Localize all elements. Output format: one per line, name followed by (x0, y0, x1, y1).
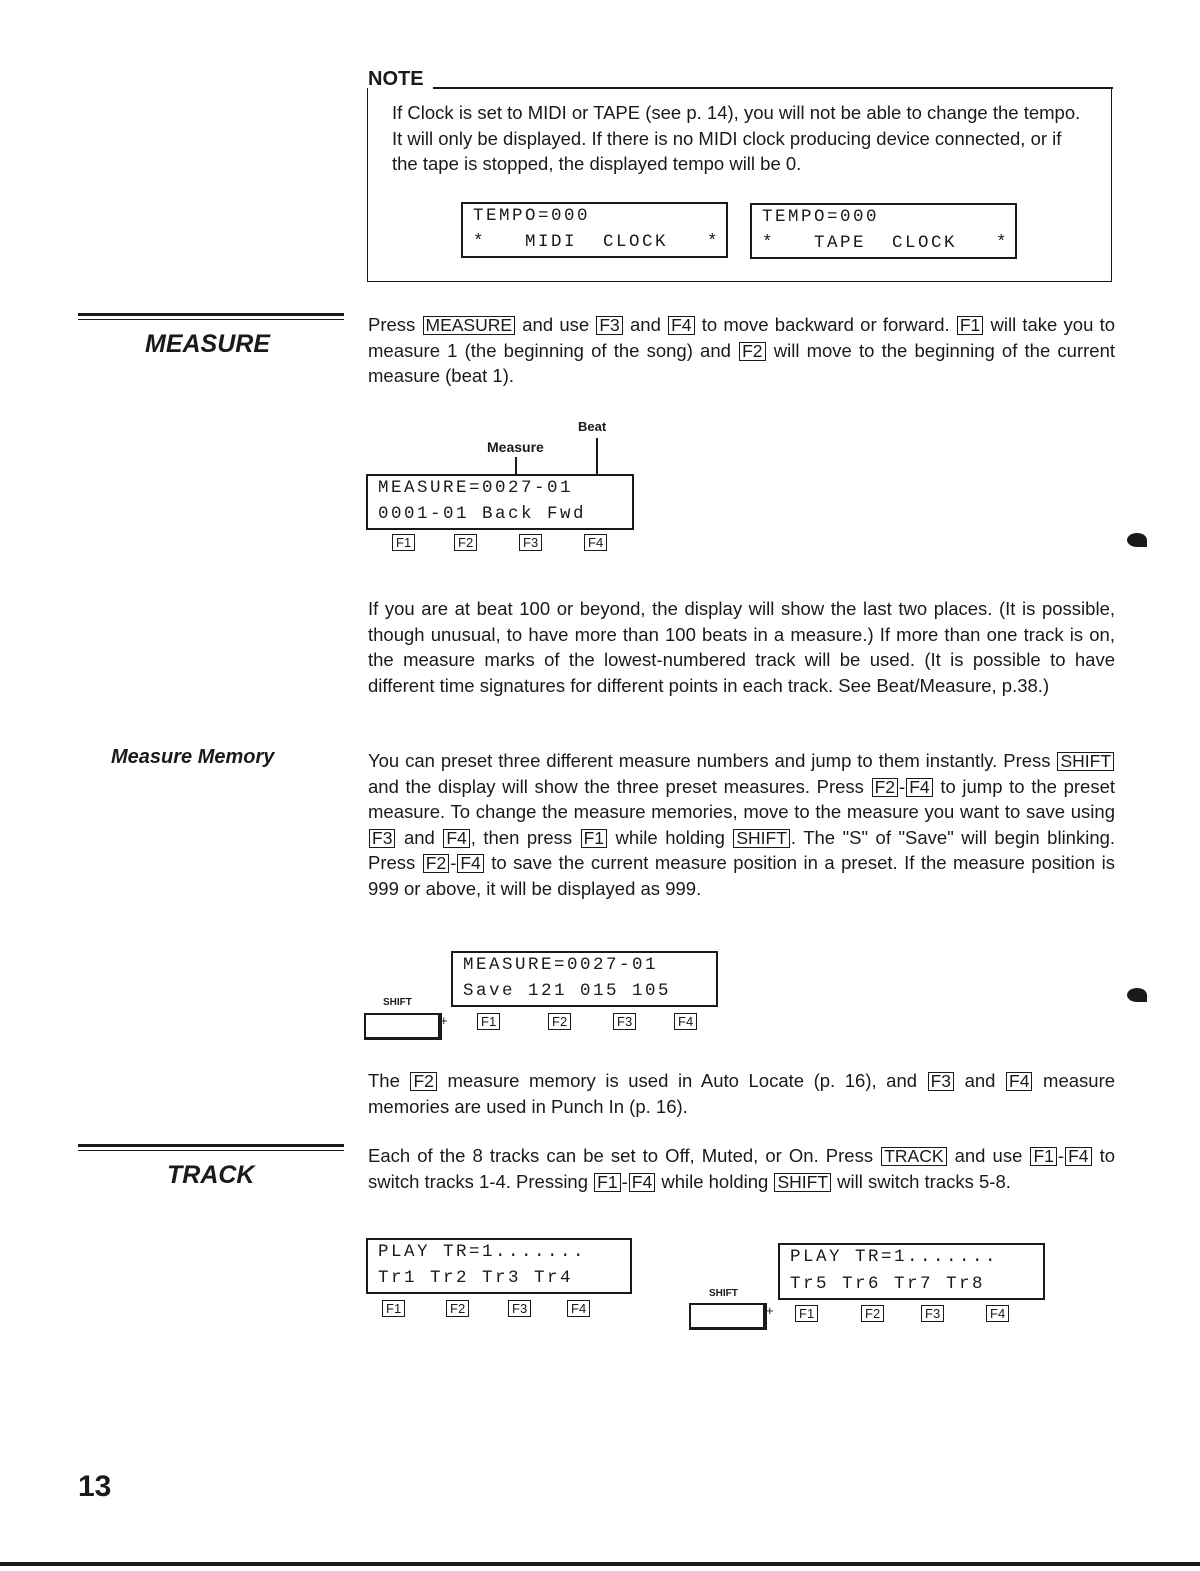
lcd-measure-memory (451, 951, 718, 1007)
lcd-tempo-midi (461, 202, 728, 258)
text-segment: will switch tracks 5-8. (837, 1170, 1011, 1192)
text-segment: to move backward or forward. (701, 314, 950, 335)
lcd-line-1: PLAY TR=1....... (790, 1247, 999, 1267)
track-heading: TRACK (167, 1161, 255, 1189)
f4-key: F4 (457, 854, 483, 873)
lcd-line-2: 0001-01 Back Fwd (378, 504, 587, 524)
f1-key: F1 (581, 829, 607, 848)
shift-key: SHIFT (1057, 752, 1114, 771)
f4-key: F4 (629, 1173, 655, 1192)
section-rule-thin (78, 319, 344, 320)
text-segment: to switch tracks 1-4. Pressing (368, 1145, 1116, 1192)
section-rule (78, 313, 344, 316)
text-segment: and the display will show the three preset measures. Press (368, 775, 864, 797)
f1-key: F1 (1030, 1147, 1056, 1166)
text-segment: and use (954, 1145, 1023, 1166)
f4-key: F4 (986, 1305, 1009, 1322)
f2-key: F2 (410, 1072, 436, 1091)
text-segment: while holding (615, 826, 725, 848)
text-segment: measure memories are used in Punch In (p. 16). (368, 1070, 1116, 1117)
lcd-line-1: TEMPO=000 (762, 207, 880, 227)
measure-paragraph-1 (368, 312, 1115, 389)
text-segment: and (630, 314, 661, 335)
text-segment: Press (368, 314, 416, 335)
f2-key: F2 (423, 854, 449, 873)
f2-key: F2 (739, 342, 765, 361)
text-segment: - (621, 1170, 628, 1192)
lcd-line-1: MEASURE=0027-01 (378, 478, 574, 498)
section-rule (78, 1144, 344, 1147)
f1-key: F1 (957, 316, 983, 335)
f3-key: F3 (921, 1305, 944, 1322)
f3-key: F3 (369, 829, 395, 848)
f3-key: F3 (613, 1013, 636, 1030)
shift-label: SHIFT (709, 1288, 738, 1299)
f3-key: F3 (508, 1300, 531, 1317)
f2-key: F2 (548, 1013, 571, 1030)
footer-rule (0, 1562, 1200, 1566)
text-segment: to save the current measure position in a preset. If the measure position is 999 or above, it will be displayed as 999. (368, 852, 1115, 899)
text-segment: - (899, 775, 906, 797)
text-segment: measure memory is used in Auto Locate (p. 16), and (447, 1070, 918, 1091)
lcd-line-2: * TAPE CLOCK * (762, 233, 1010, 253)
label-beat: Beat (578, 419, 607, 434)
f1-key: F1 (392, 534, 415, 551)
shift-key: SHIFT (733, 829, 790, 848)
lcd-line-2: Save 121 015 105 (463, 981, 672, 1001)
f2-key: F2 (454, 534, 477, 551)
f1-key: F1 (594, 1173, 620, 1192)
f1-key: F1 (795, 1305, 818, 1322)
lcd-tempo-tape (750, 203, 1017, 259)
f2-key: F2 (872, 778, 898, 797)
pointer-measure (515, 457, 517, 474)
text-segment: The (368, 1070, 400, 1091)
shift-key-illustration (689, 1303, 767, 1330)
f3-key: F3 (596, 316, 622, 335)
text-segment: to jump to the preset measure. To change the measure memories, move to the measure you want to save using (368, 775, 1116, 822)
text-segment: and (964, 1070, 996, 1091)
lcd-line-2: Tr1 Tr2 Tr3 Tr4 (378, 1268, 574, 1288)
f3-key: F3 (519, 534, 542, 551)
lcd-line-1: TEMPO=000 (473, 206, 591, 226)
f4-key: F4 (668, 316, 694, 335)
section-rule-thin (78, 1150, 344, 1151)
text-segment: will move to the beginning of the current measure (beat 1). (368, 339, 1116, 386)
note-heading: NOTE (368, 68, 424, 90)
plus-sign: + (766, 1303, 774, 1318)
text-segment: and use (522, 314, 590, 335)
measure-key: MEASURE (423, 316, 516, 335)
track-key: TRACK (881, 1147, 946, 1166)
text-segment: while holding (661, 1170, 769, 1192)
shift-label: SHIFT (383, 997, 412, 1008)
shift-key: SHIFT (774, 1173, 831, 1192)
shift-key-illustration (364, 1013, 442, 1040)
pointer-beat (596, 438, 598, 474)
text-segment: will take you to measure 1 (the beginning of the song) and (368, 314, 1115, 361)
measure-memory-paragraph-2 (368, 1068, 1115, 1119)
f4-key: F4 (567, 1300, 590, 1317)
track-paragraph-1 (368, 1143, 1115, 1194)
plus-sign: + (440, 1013, 448, 1028)
lcd-track-1-4 (366, 1238, 632, 1294)
lcd-line-2: Tr5 Tr6 Tr7 Tr8 (790, 1274, 986, 1294)
text-segment: , then press (470, 826, 573, 848)
f1-key: F1 (382, 1300, 405, 1317)
binding-mark (1127, 988, 1147, 1002)
measure-memory-heading: Measure Memory (111, 746, 275, 768)
text-segment: Each of the 8 tracks can be set to Off, Muted, or On. Press (368, 1145, 874, 1166)
lcd-track-5-8 (778, 1243, 1045, 1300)
label-measure: Measure (487, 439, 544, 455)
measure-paragraph-2: If you are at beat 100 or beyond, the display will show the last two places. (It is possible, though unusual, to have more than 100 beats in a measure.) If more than one track is on, the measure marks of the lowest-numbered track will be used. (It is possible to have different time signatures for different points in each track. See Beat/Measure, p.38.) (368, 598, 1115, 696)
page-number: 13 (78, 1470, 112, 1503)
f4-key: F4 (906, 778, 932, 797)
lcd-line-2: * MIDI CLOCK * (473, 232, 721, 252)
f2-key: F2 (446, 1300, 469, 1317)
text-segment: You can preset three different measure numbers and jump to them instantly. Press (368, 750, 1051, 771)
f4-key: F4 (1006, 1072, 1032, 1091)
f1-key: F1 (477, 1013, 500, 1030)
f4-key: F4 (1065, 1147, 1091, 1166)
f4-key: F4 (443, 829, 469, 848)
f2-key: F2 (861, 1305, 884, 1322)
lcd-line-1: PLAY TR=1....... (378, 1242, 587, 1262)
binding-mark (1127, 533, 1147, 547)
measure-memory-paragraph-1 (368, 748, 1115, 901)
text-segment: - (450, 852, 457, 873)
f4-key: F4 (674, 1013, 697, 1030)
text-segment: - (1057, 1145, 1065, 1166)
lcd-line-1: MEASURE=0027-01 (463, 955, 659, 975)
note-text: If Clock is set to MIDI or TAPE (see p. 14), you will not be able to change the tempo. It will only be displayed. If there is no MIDI clock producing device connected, or if the tape is stopped, the displayed tempo will be 0. (392, 102, 1081, 174)
f3-key: F3 (928, 1072, 954, 1091)
text-segment: and (403, 826, 435, 848)
lcd-measure (366, 474, 634, 530)
text-segment: . The "S" of "Save" will begin blinking. Press (368, 826, 1116, 873)
f4-key: F4 (584, 534, 607, 551)
measure-heading: MEASURE (145, 330, 271, 358)
